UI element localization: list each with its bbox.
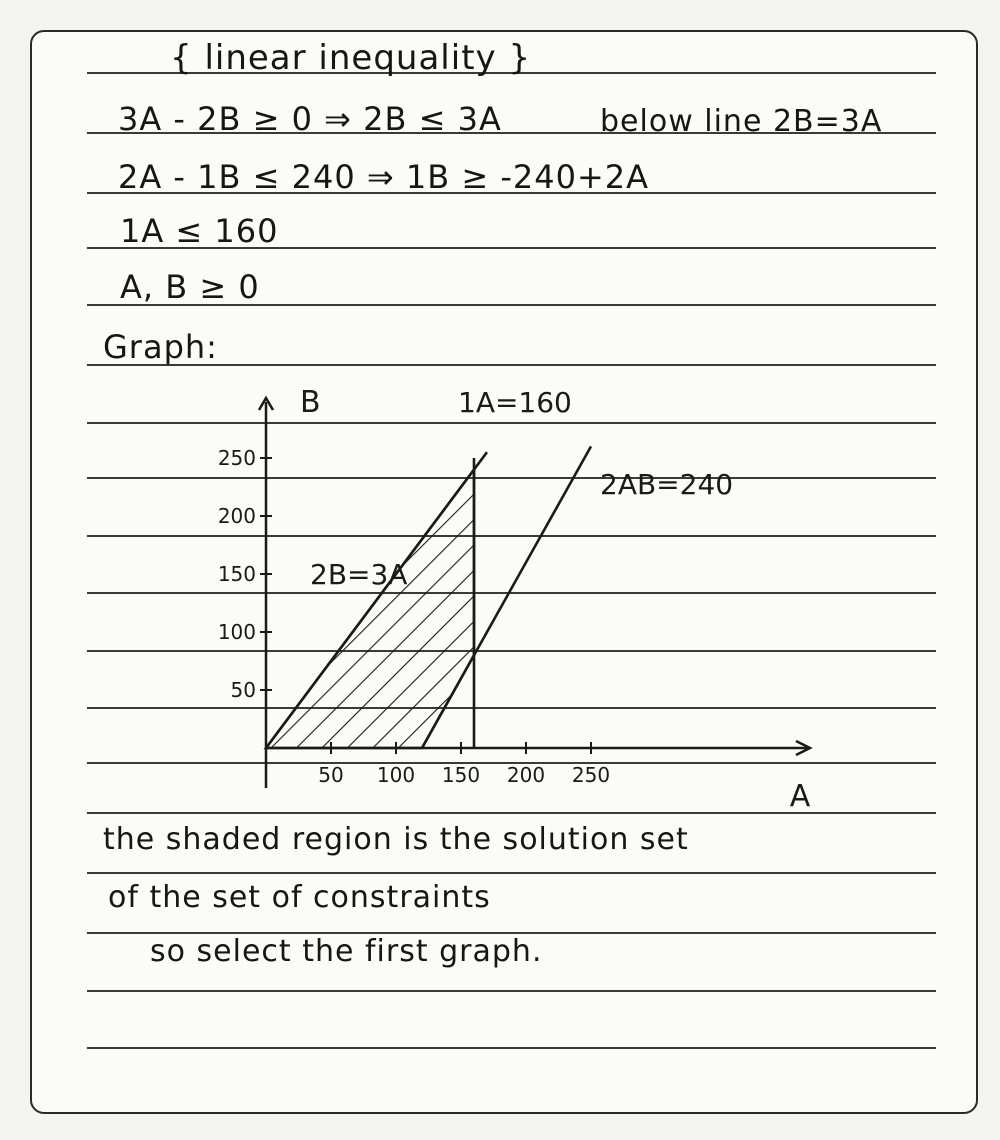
- conclusion-line-2: of the set of constraints: [108, 880, 491, 915]
- x-tick-label: 150: [441, 763, 481, 787]
- y-tick-label: 150: [217, 562, 256, 586]
- constraint-label-2ab-240: 2AB=240: [600, 468, 734, 501]
- a-axis-label: A: [789, 779, 811, 814]
- constraint-label-1a-160: 1A=160: [458, 386, 572, 419]
- conclusion-line-3: so select the first graph.: [150, 934, 543, 969]
- inequality-1-note: below line 2B=3A: [600, 104, 883, 139]
- x-tick-label: 200: [506, 763, 546, 787]
- inequality-4: A, B ≥ 0: [120, 268, 260, 306]
- x-tick-label: 50: [318, 763, 344, 787]
- page-title: { linear inequality }: [170, 38, 532, 78]
- inequality-3: 1A ≤ 160: [120, 212, 279, 250]
- x-tick-label: 250: [571, 763, 611, 787]
- y-tick-label: 50: [230, 678, 256, 702]
- b-axis-label: B: [300, 385, 321, 420]
- conclusion-line-1: the shaded region is the solution set: [103, 822, 689, 857]
- y-tick-label: 250: [217, 446, 256, 470]
- y-tick-label: 200: [217, 504, 256, 528]
- x-tick-label: 100: [376, 763, 416, 787]
- graph-heading: Graph:: [103, 328, 218, 366]
- constraint-label-2b-3a: 2B=3A: [310, 558, 408, 591]
- y-tick-label: 100: [217, 620, 256, 644]
- inequality-1: 3A - 2B ≥ 0 ⇒ 2B ≤ 3A: [118, 100, 502, 138]
- inequality-2: 2A - 1B ≤ 240 ⇒ 1B ≥ -240+2A: [118, 158, 649, 196]
